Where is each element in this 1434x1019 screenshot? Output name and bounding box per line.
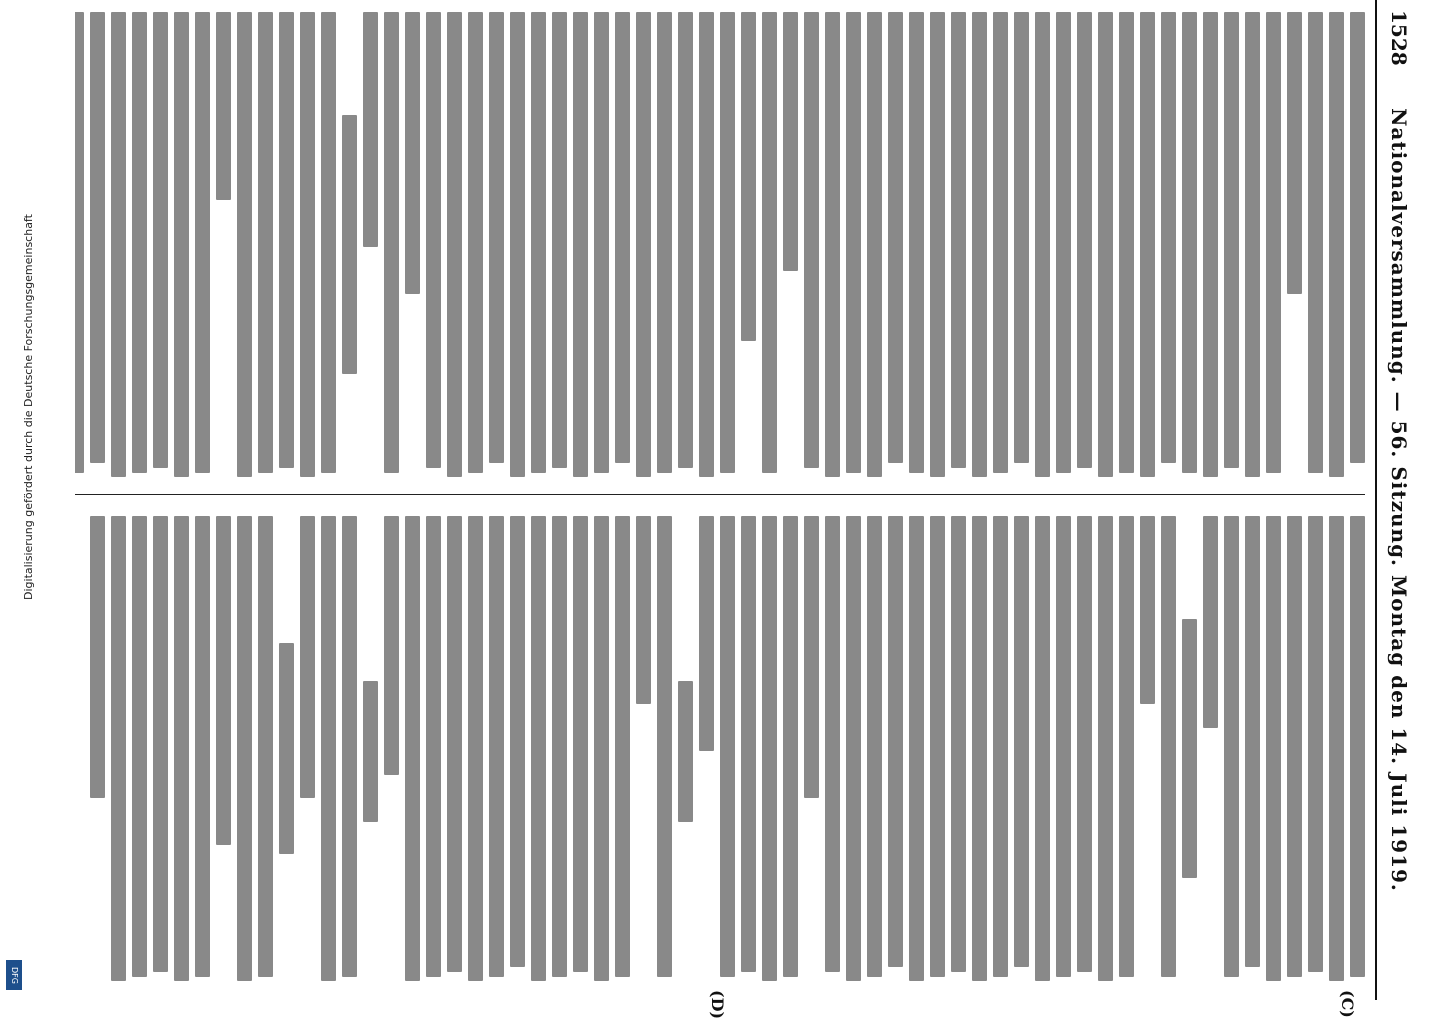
credit-text: Digitalisierung gefördert durch die Deutsche Forschungsgemeinschaft <box>22 214 35 600</box>
left-column <box>75 12 1365 482</box>
running-title: Nationalversammlung. — 56. Sitzung. Montag den 14. Juli 1919. <box>1387 108 1411 892</box>
left-column-text <box>75 12 1365 482</box>
right-column <box>75 516 1365 986</box>
digitization-credit <box>4 0 35 1000</box>
scanned-page <box>57 0 1417 1019</box>
column-divider <box>75 494 1365 495</box>
margin-marker-c: (C) <box>1338 990 1357 1018</box>
page-number: 1528 <box>1387 10 1411 66</box>
page-header <box>1375 0 1417 1000</box>
dfg-logo: DFG <box>6 960 22 990</box>
right-column-text <box>90 516 1365 986</box>
margin-marker-d: (D) <box>708 990 727 1019</box>
